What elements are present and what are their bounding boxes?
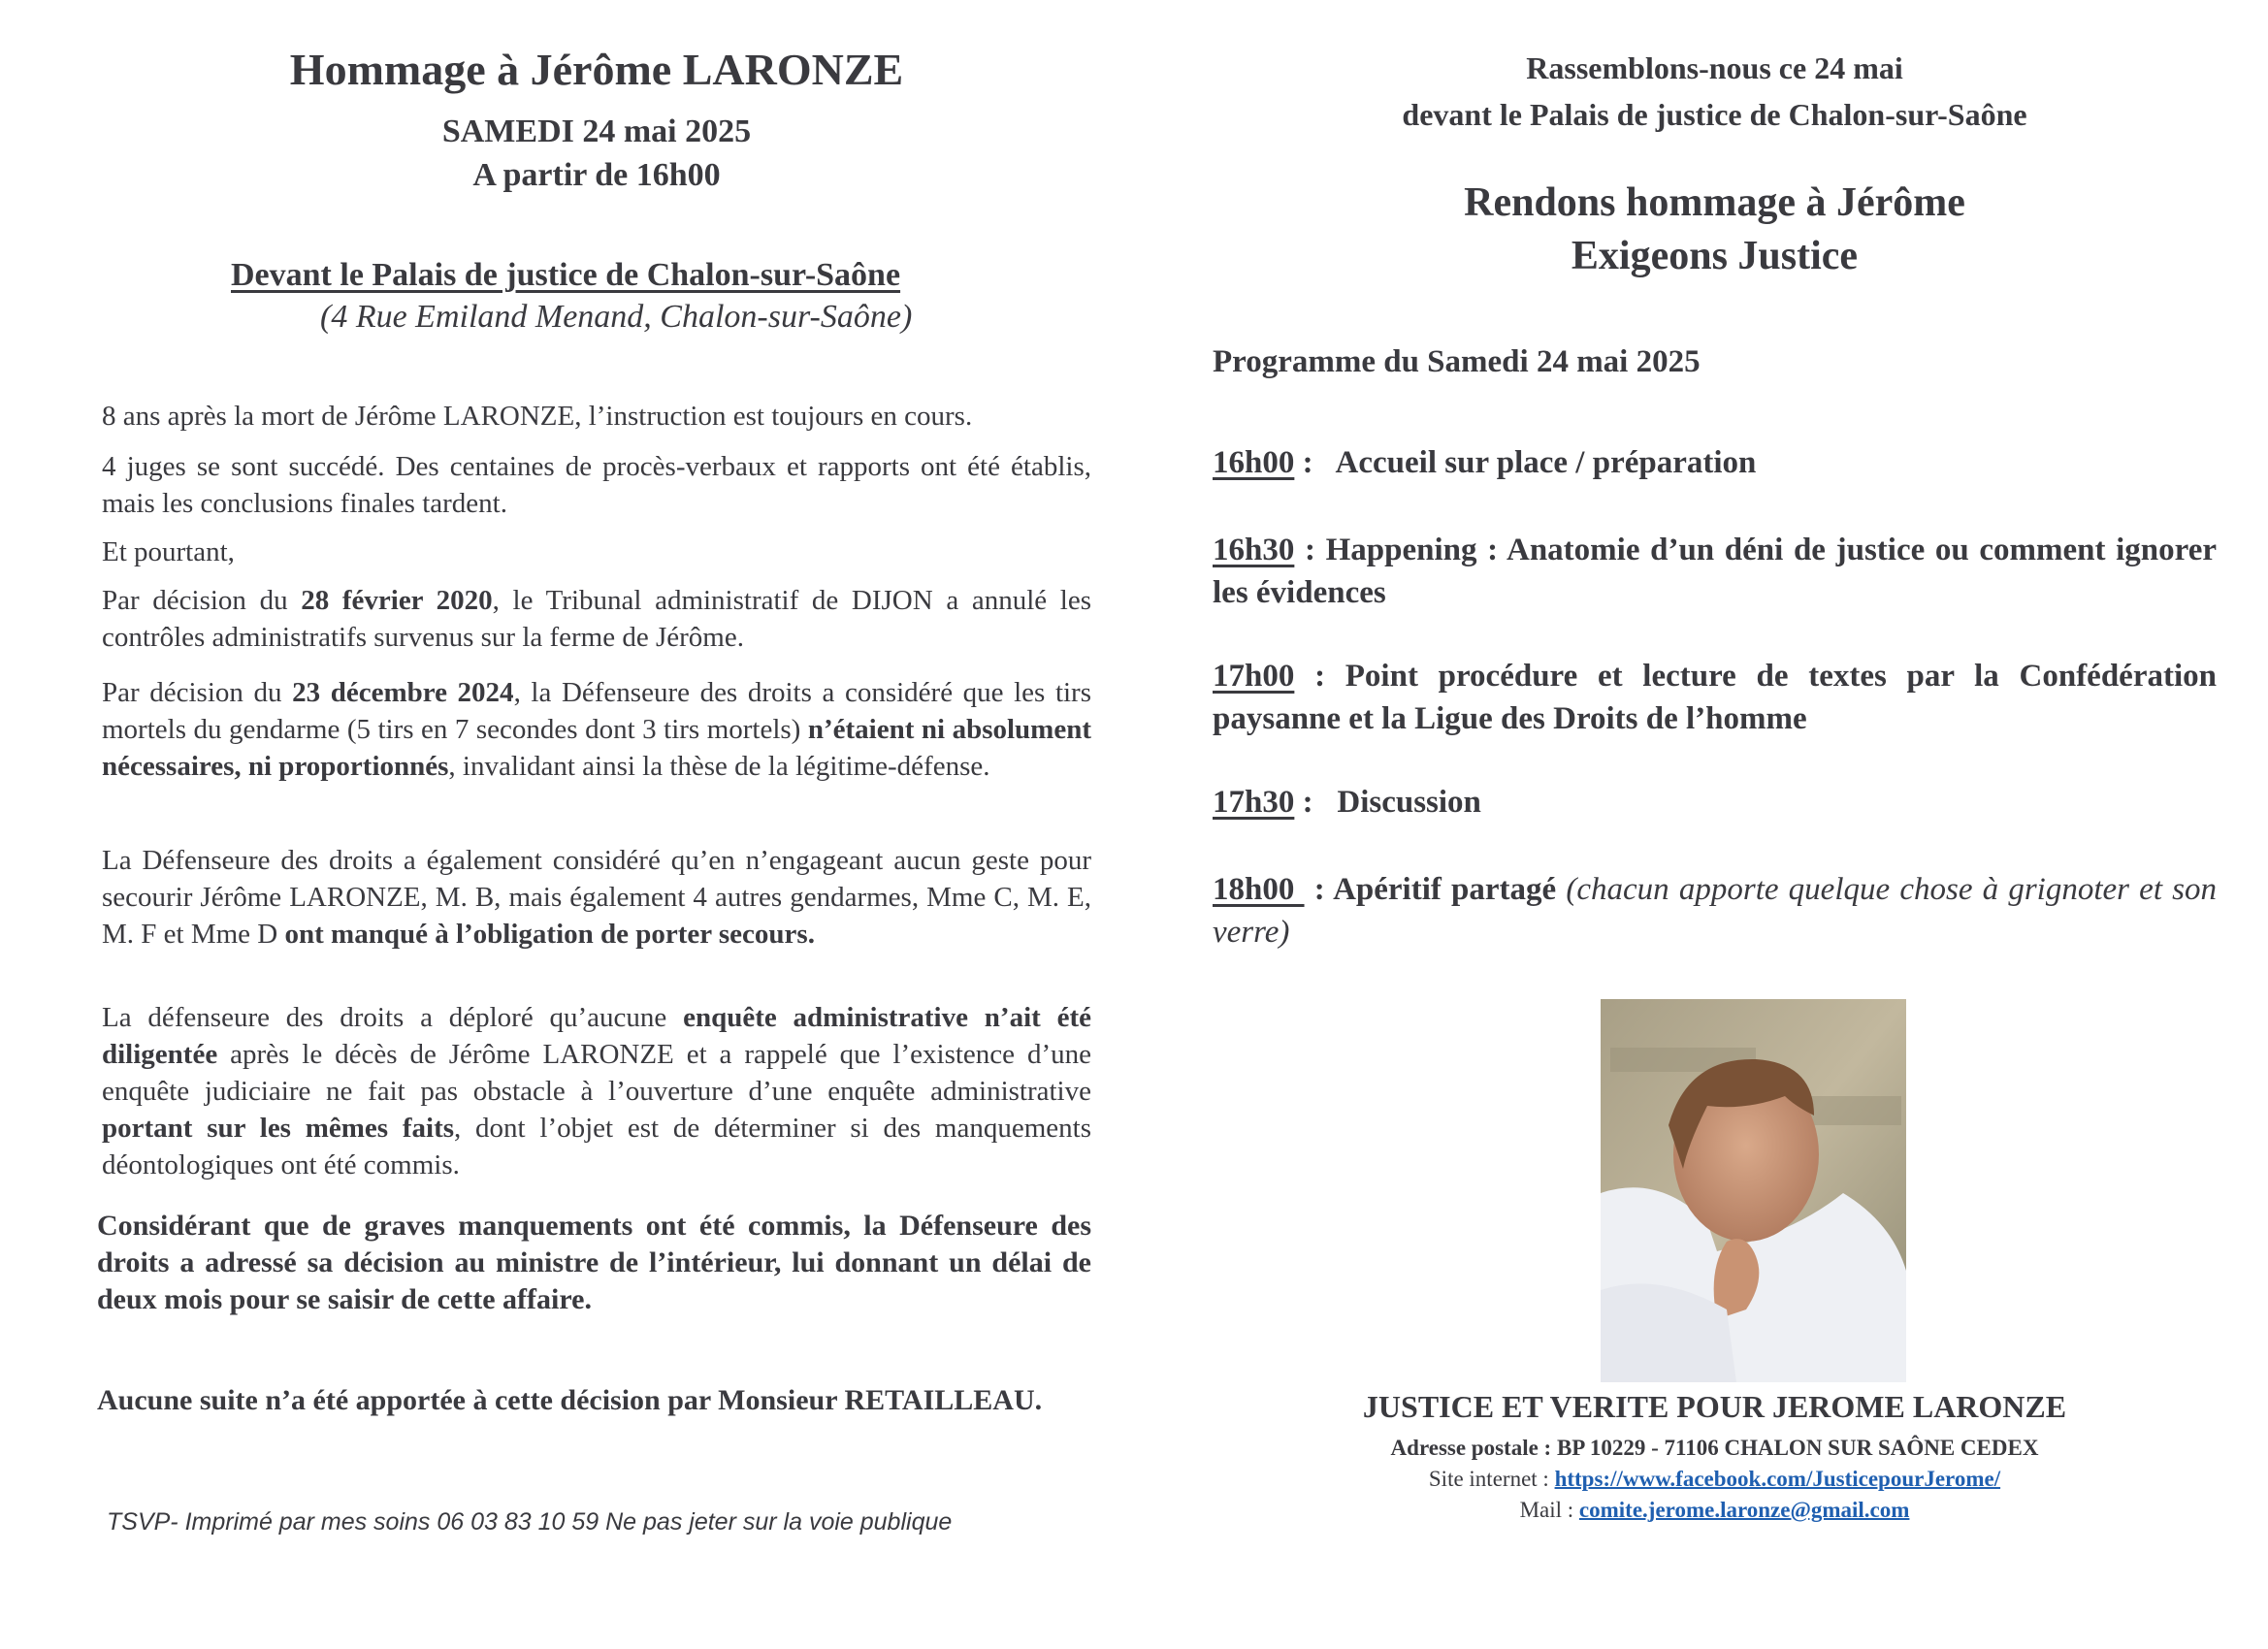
programme-item: [1213, 781, 2217, 824]
portrait-image: [1601, 999, 1906, 1382]
website-line: [1208, 1467, 2221, 1492]
slogan-line1: Rendons hommage à Jérôme: [1464, 180, 1965, 225]
footer-note: TSVP- Imprimé par mes soins 06 03 83 10 59 Ne pas jeter sur la voie publique: [107, 1508, 953, 1536]
emphasis-text: 23 décembre 2024: [292, 677, 514, 708]
programme-label: Discussion: [1337, 785, 1481, 820]
programme-separator: :: [1294, 785, 1338, 820]
postal-value: BP 10229 - 71106 CHALON SUR SAÔNE CEDEX: [1556, 1436, 2039, 1460]
event-date: SAMEDI 24 mai 2025: [441, 113, 752, 149]
programme-time: 18h00: [1213, 872, 1305, 907]
venue-address: (4 Rue Emiland Menand, Chalon-sur-Saône): [320, 299, 913, 335]
programme-time: 17h00: [1213, 659, 1295, 694]
programme-separator: :: [1304, 872, 1334, 907]
emphasis-text: ont manqué à l’obligation de porter secours.: [284, 919, 815, 950]
mail-link[interactable]: comite.jerome.laronze@gmail.com: [1578, 1498, 1910, 1522]
postal-label: Adresse postale :: [1390, 1436, 1557, 1460]
body-paragraph: [102, 842, 1091, 953]
event-venue: Devant le Palais de justice de Chalon-sur-Saône: [231, 257, 901, 293]
emphasis-text: n’étaient ni absolument nécessaires, ni proportionnés: [102, 714, 1091, 782]
programme-time: 17h30: [1213, 785, 1295, 820]
programme-label: Accueil sur place / préparation: [1335, 445, 1757, 480]
rally-header-line1: Rassemblons-nous ce 24 mai: [1526, 50, 1903, 85]
body-paragraph: [102, 999, 1091, 1183]
body-paragraph: [102, 448, 1091, 522]
emphasis-text: portant sur les mêmes faits: [102, 1113, 455, 1144]
programme-label: Happening : Anatomie d’un déni de justice ou comment ignorer les évidences: [1213, 533, 2217, 610]
paragraph-text: 8 ans après la mort de Jérôme LARONZE, l’instruction est toujours en cours.: [102, 401, 973, 432]
programme-separator: :: [1294, 445, 1336, 480]
event-time: A partir de 16h00: [472, 157, 721, 193]
rally-header-line2: devant le Palais de justice de Chalon-sur-Saône: [1402, 97, 2027, 132]
paragraph-text: , le Tribunal administratif de DIJON a annulé les contrôles administratifs survenus sur la ferme de Jérôme.: [102, 585, 1091, 653]
portrait-photo: [1601, 999, 1906, 1382]
emphasis-text: enquête administrative n’ait été diligentée: [102, 1002, 1091, 1070]
body-paragraph: [102, 534, 1091, 570]
programme-item: [1213, 441, 2217, 484]
mail-label: Mail :: [1519, 1498, 1579, 1522]
body-paragraph: [102, 398, 1091, 435]
programme-separator: :: [1294, 533, 1326, 567]
final-statement: Aucune suite n’a été apportée à cette décision par Monsieur RETAILLEAU.: [97, 1384, 1043, 1416]
website-link[interactable]: https://www.facebook.com/JusticepourJerome/: [1554, 1467, 2001, 1491]
paragraph-text: après le décès de Jérôme LARONZE et a rappelé que l’existence d’une enquête judiciaire ne fait pas obstacle à l’ouverture d’une enquête administrative: [102, 1039, 1091, 1107]
mail-line: [1208, 1498, 2221, 1523]
emphasis-text: 28 février 2020: [301, 585, 493, 616]
programme-label: Apéritif partagé: [1333, 872, 1557, 907]
paragraph-text: , la Défenseure des droits a considéré que les tirs mortels du gendarme (5 tirs en 7 secondes dont 3 tirs mortels): [102, 677, 1091, 745]
body-paragraph: [102, 674, 1091, 785]
programme-label: Point procédure et lecture de textes par la Confédération paysanne et la Ligue des Droits de l’homme: [1213, 659, 2217, 736]
slogan-line2: Exigeons Justice: [1571, 234, 1859, 278]
paragraph-text: La défenseure des droits a déploré qu’aucune: [102, 1002, 684, 1033]
programme-item: [1213, 529, 2217, 614]
paragraph-text: Et pourtant,: [102, 536, 235, 567]
programme-title: Programme du Samedi 24 mai 2025: [1213, 344, 1701, 379]
paragraph-text: Par décision du: [102, 585, 302, 616]
programme-item: [1213, 655, 2217, 740]
programme-note: (chacun apporte quelque chose à grignoter et son verre): [1213, 872, 2218, 950]
programme-time: 16h30: [1213, 533, 1295, 567]
organization-name: JUSTICE ET VERITE POUR JEROME LARONZE: [1362, 1389, 2067, 1424]
programme-time: 16h00: [1213, 445, 1295, 480]
website-label: Site internet :: [1428, 1467, 1555, 1491]
paragraph-text: , invalidant ainsi la thèse de la légitime-défense.: [448, 751, 990, 782]
paragraph-text: Par décision du: [102, 677, 293, 708]
paragraph-text: , dont l’objet est de déterminer si des manquements déontologiques ont été commis.: [102, 1113, 1092, 1180]
programme-separator: :: [1294, 659, 1345, 694]
paragraph-text: 4 juges se sont succédé. Des centaines de procès-verbaux et rapports ont été établis, mais les conclusions finales tardent.: [102, 451, 1091, 519]
postal-address: [1208, 1436, 2221, 1461]
programme-item: [1213, 868, 2217, 954]
conclusion-paragraph: Considérant que de graves manquements ont été commis, la Défenseure des droits a adressé sa décision au ministre de l’intérieur, lui donnant un délai de deux mois pour se saisir de cette affaire.: [97, 1210, 1091, 1315]
body-paragraph: [102, 582, 1091, 656]
page-title: Hommage à Jérôme LARONZE: [289, 45, 904, 94]
paragraph-text: La Défenseure des droits a également considéré qu’en n’engageant aucun geste pour secourir Jérôme LARONZE, M. B, mais également 4 autres gendarmes, Mme C, M. E, M. F et Mme D: [102, 845, 1091, 950]
